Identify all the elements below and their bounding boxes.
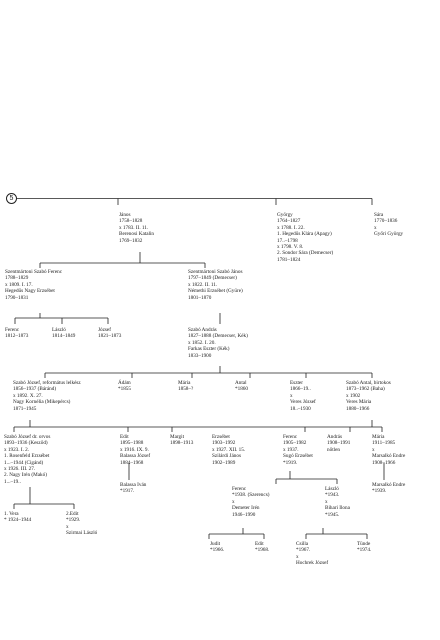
node-line: *1855 [118, 386, 131, 393]
node-line: Ádám [118, 380, 131, 386]
node-line: x 1923. I. 2. [4, 446, 30, 453]
node-line: 2.Edit [66, 511, 79, 517]
node-line: 1. Vera [4, 511, 19, 517]
node-line: László [52, 327, 66, 333]
node-line: 2. Nagy Irén (Makó) [4, 472, 47, 479]
node-line: Farkas Eszter (Kék) [188, 346, 230, 353]
node-line: 1790–1831 [5, 294, 29, 301]
node-line: x 1926. III. 27. [4, 466, 36, 473]
node-line: *1974. [357, 547, 372, 554]
node-jozsef-1821 [98, 327, 121, 340]
node-line: x 1916. IX. 9. [120, 446, 149, 453]
node-line: 1812–1873 [5, 333, 29, 340]
node-line: 1898–1913 [170, 440, 194, 447]
node-line: 2. Sondor Sára (Demecser) [277, 250, 334, 257]
node-line: 1788–1829 [5, 275, 29, 282]
node-janos-sz [188, 269, 243, 301]
node-line: Edit [255, 541, 264, 547]
node-line: Szentmártoni Szabó János [188, 269, 243, 275]
node-line: Csilla [296, 541, 309, 547]
node-line: *1919. [283, 459, 298, 466]
node-line: Marsalkó Endre [372, 482, 406, 488]
node-line: Szentmártoni Szabó Ferenc [5, 269, 63, 275]
node-line: 1. Rosenfeld Erzsébet [4, 453, 50, 460]
node-line: Erzsébet [212, 434, 230, 440]
node-line: 1...–19.. [4, 478, 21, 485]
node-line: x 1852. I. 20. [188, 339, 216, 346]
node-line: József [98, 327, 111, 333]
node-line: x 1798. V. 8. [277, 244, 304, 251]
node-csilla [296, 541, 328, 567]
node-line: * 1924–1944 [4, 517, 32, 524]
node-line: *1938. (Szerencs) [232, 492, 270, 499]
node-line: Szabó András [188, 327, 217, 333]
node-judit [210, 541, 224, 554]
node-line: x 1927. XII. 15. [212, 446, 246, 453]
node-line: Nagy Kornélia (Mikepércs) [13, 399, 71, 406]
node-erzsebet [212, 434, 245, 466]
node-line: *1968. [255, 547, 270, 554]
node-line: x [290, 392, 293, 399]
node-line: Balassa Iván [120, 482, 147, 488]
node-line: x [232, 498, 235, 505]
node-line: *1943. [325, 492, 340, 499]
node-line: 1858–? [178, 386, 194, 393]
node-andras [188, 327, 248, 359]
node-line: 1781–1824 [277, 256, 301, 263]
node-line: Bihari Ilona [325, 505, 350, 512]
node-edit-1968 [255, 541, 269, 554]
node-maria-1858 [178, 380, 193, 393]
node-line: x [325, 498, 328, 505]
node-line: 1905–1982 [283, 440, 307, 447]
node-line: Hegedűs Nagy Erzsébet [5, 288, 55, 295]
node-line: Margit [170, 434, 185, 440]
node-ferenc-1938 [232, 486, 269, 518]
node-eszter [290, 380, 316, 412]
node-line: 1856–1937 (Báránd) [13, 386, 57, 393]
node-line: x 1902 [346, 392, 361, 399]
node-line: x [372, 446, 375, 453]
node-line: Némethi Erzsébet (Gyüre) [188, 288, 243, 295]
node-line: Győri György [374, 231, 404, 238]
node-line: 1...–1944 (Cigánd) [4, 459, 44, 466]
node-line: Marsalkó Endre [372, 453, 406, 460]
node-line: x [66, 523, 69, 530]
node-line: x 1822. II. 11. [188, 281, 218, 288]
node-line: x 1892. X. 27. [13, 392, 43, 399]
node-line: Veres József [290, 399, 316, 406]
node-line: Hochrek József [296, 560, 329, 567]
node-line: 17..–1798 [277, 237, 298, 244]
node-line: *1939. [372, 488, 387, 495]
node-maria-1911 [372, 434, 405, 466]
node-line: Tünde [357, 541, 371, 547]
node-line: 1884–1968 [120, 459, 144, 466]
node-line: Szabó József, református lelkész [13, 380, 81, 386]
node-line: 1946–1990 [232, 511, 256, 518]
node-edit-1895 [120, 434, 150, 466]
node-line: 1833–1900 [188, 352, 212, 359]
node-line: 1764–1827 [277, 218, 301, 225]
node-line: Berenosi Katalin [119, 231, 155, 238]
node-line: 1880–1966 [346, 405, 370, 412]
node-line: Szilárdi János [212, 453, 241, 460]
node-line: Judit [210, 541, 221, 547]
node-line: György [277, 212, 293, 218]
node-line: Veres Mária [346, 399, 372, 406]
node-line: x 1788. I. 22. [277, 224, 305, 231]
node-line: 1797–1849 (Demecser) [188, 275, 237, 282]
section-marker: 5 [6, 193, 17, 204]
node-ferenc-sz [5, 269, 62, 301]
node-sara [374, 212, 403, 238]
node-line: 1903–1992 [212, 440, 236, 447]
node-line: *1917. [120, 488, 135, 495]
node-line: Mária [178, 380, 191, 386]
node-andras-1908 [327, 434, 350, 453]
node-line: Szabó Antal, birtokos [346, 380, 391, 386]
node-janos [119, 212, 154, 244]
node-laszlo-1814 [52, 327, 75, 340]
node-line: János [119, 212, 131, 218]
node-ferenc-1905 [283, 434, 313, 466]
node-line: nőtlen [327, 446, 340, 453]
node-line: 1908–1966 [372, 459, 396, 466]
node-line: 1908–1991 [327, 440, 351, 447]
node-line: x 1937. [283, 446, 299, 453]
node-line: 1902–1989 [212, 459, 236, 466]
node-line: Szabó József dr. orvos [4, 434, 51, 440]
node-line: András [327, 434, 342, 440]
node-line: László [325, 486, 339, 492]
node-line: 1770–1836 [374, 218, 398, 225]
node-gyorgy [277, 212, 333, 263]
node-laszlo-1943 [325, 486, 350, 518]
node-line: *1967. [296, 547, 311, 554]
node-line: 1827–1888 (Demecser, Kék) [188, 333, 248, 340]
node-line: x [296, 553, 299, 560]
node-line: 1801–1870 [188, 294, 212, 301]
node-line: 1895–1988 [120, 440, 144, 447]
node-line: 1873–1962 (Baha) [346, 386, 385, 393]
node-line: Ferenc [5, 327, 20, 333]
node-line: Edit [120, 434, 129, 440]
node-line: 1893–1936 (Kesződ) [4, 440, 48, 447]
node-line: x 1783. II. 11. [119, 224, 149, 231]
node-line: 1866–19.. [290, 386, 311, 393]
node-line: Eszter [290, 380, 303, 386]
node-line: *1929. [66, 517, 81, 524]
node-line: Mária [372, 434, 385, 440]
node-margit [170, 434, 193, 447]
node-line: 1. Hegedűs Klára (Apagy) [277, 231, 332, 238]
node-line: 18..–1930 [290, 405, 311, 412]
node-jozsef-dr [4, 434, 50, 485]
node-line: Sugó Erzsébet [283, 453, 313, 460]
node-line: 1769–1832 [119, 237, 143, 244]
node-tunde [357, 541, 371, 554]
node-line: Ferenc [283, 434, 298, 440]
node-ferenc-1812 [5, 327, 28, 340]
node-line: *1966. [210, 547, 225, 554]
node-line: Balassa József [120, 453, 151, 460]
node-marsalko-endre [372, 482, 405, 495]
node-line: Sára [374, 212, 384, 218]
node-line: Demeter Irén [232, 505, 260, 512]
node-line: *1945. [325, 511, 340, 518]
node-line: Szirmai László [66, 530, 98, 537]
node-line: Ferenc [232, 486, 247, 492]
node-antal [235, 380, 248, 393]
node-line: 1758–1828 [119, 218, 143, 225]
node-line: Antal [235, 380, 247, 386]
node-antal-birt [346, 380, 391, 412]
node-balassa-ivan [120, 482, 146, 495]
node-line: x [374, 224, 377, 231]
node-line: x 1809. I. 17. [5, 281, 33, 288]
node-line: 1814–1849 [52, 333, 76, 340]
node-edit-1929 [66, 511, 97, 537]
node-line: 1911–1985 [372, 440, 396, 447]
node-adam [118, 380, 131, 393]
node-line: 1821–1873 [98, 333, 122, 340]
node-vera [4, 511, 31, 524]
node-line: *1860 [235, 386, 248, 393]
node-jozsef-ref [13, 380, 81, 412]
node-line: 1871–1945 [13, 405, 37, 412]
